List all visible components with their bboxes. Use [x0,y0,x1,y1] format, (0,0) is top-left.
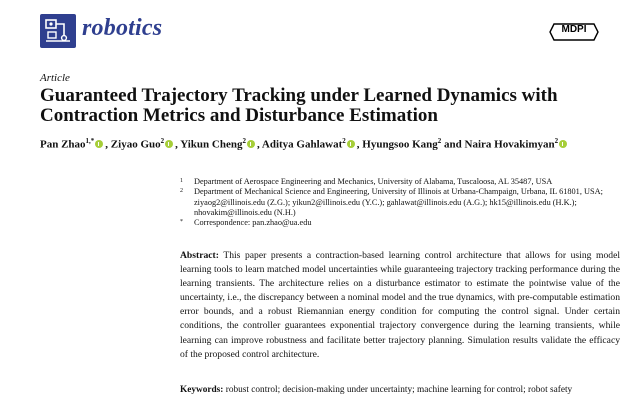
orcid-icon[interactable] [559,140,567,148]
author-name: Aditya Gahlawat [261,138,343,151]
author-separator: , [105,138,111,151]
orcid-icon[interactable] [165,140,173,148]
affiliations [180,177,620,228]
author-affiliation-mark: 2 [160,137,165,145]
affiliation-mark: 1 [180,178,183,184]
abstract [180,249,620,362]
author-name: Pan Zhao [40,138,86,151]
publisher-logo-text: MDPI [561,24,587,35]
abstract-text: This paper presents a contraction-based learning control architecture that allows for using model learning tools to learn matched model uncertainties while guaranteeing trajectory tracking performance during the learning transients. The architecture relies on a disturbance estimator to estimate the pointwise value of the uncertainty, i.e., the discrepancy between a nominal model and the true dynamics, with pre-computable estimation error bounds, and a robust Riemannian energy condition for computing the control signal. Under certain conditions, the controller guarantees exponential trajectory convergence during the learning transients, while learning can improve robustness and facilitate better trajectory planning. Simulation results validate the efficacy of the proposed control architecture. [180,250,621,360]
author-list [40,137,630,151]
correspondence-mark: * [180,219,183,226]
abstract-label: Abstract: [180,250,219,261]
author-affiliation-mark: 2 [554,137,559,145]
affiliation-text: Department of Mechanical Science and Engineering, University of Illinois at Urbana-Champaign, Urbana, IL 61801, USA; ziyaog2@illinois.edu (Z.G.); yikun2@illinois.edu (Y.C.); gahlawat@illinois.edu (A.G.); hk15@illinois.edu (H.K.); nhovakim@illinois.edu (N.H.) [194,187,603,217]
author-affiliation-mark: 2 [342,137,346,145]
article-type-label: Article [40,72,70,84]
article-title: Guaranteed Trajectory Tracking under Learned Dynamics with Contraction Metrics and Disturbance Estimation [40,85,558,126]
author-separator: , [256,138,262,151]
author-separator: , [356,138,363,151]
author-name: Yikun Cheng [180,138,243,151]
author-name: Ziyao Guo [110,138,161,151]
journal-logo-icon [40,14,76,48]
orcid-icon[interactable] [247,140,255,148]
correspondence-text: Correspondence: pan.zhao@ua.edu [194,218,312,228]
keywords [180,385,630,395]
correspondence-item [180,218,620,228]
author-separator: and [441,138,465,151]
orcid-icon[interactable] [347,140,355,148]
author-affiliation-mark: 1,* [85,137,95,145]
author-name: Hyungsoo Kang [362,138,438,151]
affiliation-item [180,177,620,187]
orcid-icon[interactable] [95,140,103,148]
author-affiliation-mark: 2 [437,137,442,145]
affiliation-mark: 2 [180,188,183,195]
author-separator: , [175,138,181,151]
author-name: Naira Hovakimyan [464,138,555,151]
publisher-logo [548,20,600,49]
author-affiliation-mark: 2 [242,137,246,145]
affiliation-item [180,187,620,218]
keywords-label: Keywords: [180,385,224,395]
journal-name: robotics [82,15,163,41]
keywords-text: robust control; decision-making under uncertainty; machine learning for control; robot safety [225,385,573,395]
affiliation-text: Department of Aerospace Engineering and Mechanics, University of Alabama, Tuscaloosa, AL 35487, USA [194,177,553,186]
